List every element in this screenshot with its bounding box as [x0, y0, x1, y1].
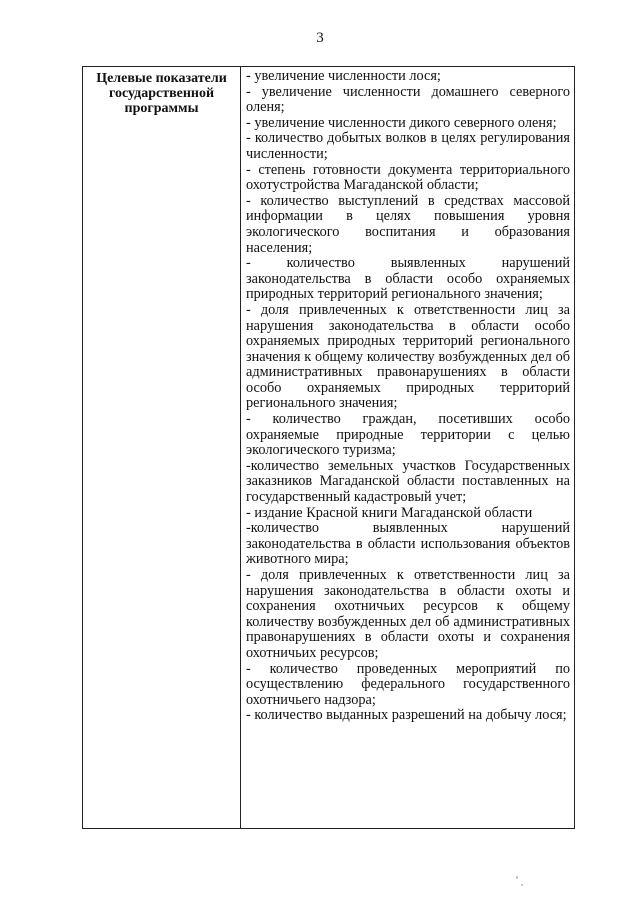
table-items-cell	[241, 67, 574, 828]
table-label-cell	[83, 67, 241, 828]
list-item: -количество выявленных нарушений законодательства в области использования объектов животного мира;	[246, 520, 570, 568]
list-item: - доля привлеченных к ответственности лиц за нарушения законодательства в области особо охраняемых природных территорий регионального значения к общему количеству возбужденных дел об административных правонарушениях в области особо охраняемых природных территорий регионального значения;	[246, 301, 570, 412]
list-item: - количество проведенных мероприятий по осуществлению федерального государственного охотничьего надзора;	[246, 660, 570, 708]
indicators-table	[82, 66, 575, 829]
list-item: - увеличение численности лося;	[246, 68, 441, 84]
list-item: - издание Красной книги Магаданской области	[246, 504, 533, 521]
list-item: - доля привлеченных к ответственности лиц за нарушения законодательства в области охоты и сохранения охотничьих ресурсов к общему количеству возбужденных дел об административных правонарушениях в области охоты и сохранения охотничьих ресурсов;	[246, 567, 570, 661]
list-item: - количество граждан, посетивших особо охраняемые природные территории с целью экологического туризма;	[246, 411, 570, 459]
scan-speck	[516, 876, 518, 879]
list-item: - количество выданных разрешений на добычу лося;	[246, 707, 567, 724]
scan-speck	[521, 884, 523, 886]
page-number: 3	[316, 30, 324, 46]
list-item: - количество добытых волков в целях регулирования численности;	[246, 130, 570, 162]
list-item: - увеличение численности домашнего северного оленя;	[246, 83, 570, 116]
list-item: - количество выявленных нарушений законодательства в области особо охраняемых природных территорий регионального значения;	[246, 255, 570, 303]
list-item: -количество земельных участков Государственных заказников Магаданской области поставленных на государственный кадастровый учет;	[246, 457, 570, 506]
list-item: - степень готовности документа территориального охотустройства Магаданской области;	[246, 161, 570, 194]
list-item: - количество выступлений в средствах массовой информации в целях повышения уровня экологического воспитания и образования населения;	[246, 192, 570, 256]
list-item: - увеличение численности дикого северного оленя;	[246, 114, 557, 131]
table-label: Целевые показатели государственной программы	[96, 71, 227, 116]
